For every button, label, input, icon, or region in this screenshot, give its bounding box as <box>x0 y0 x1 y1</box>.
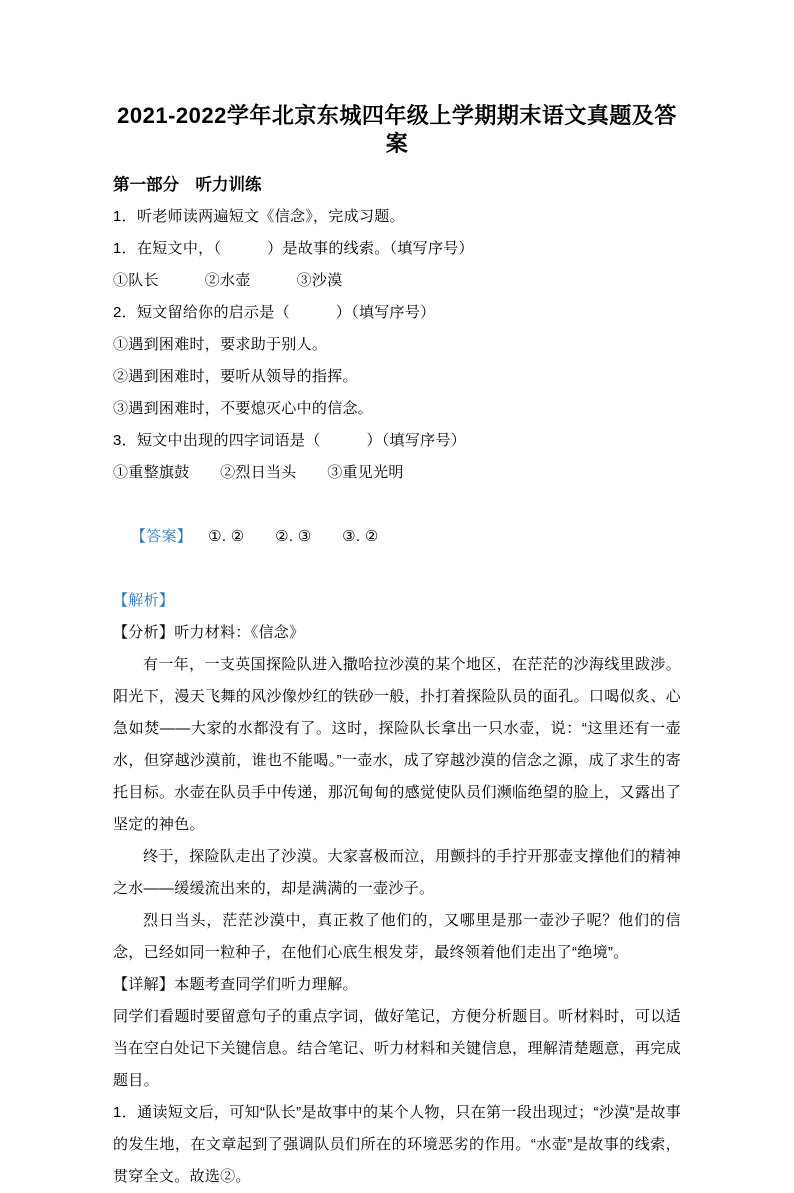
question-1-options: ①队长 ②水壶 ③沙漠 <box>113 272 343 289</box>
analysis-tip-line: 同学们看题时要留意句子的重点字词，做好笔记，方便分析题目。听材料时，可以适当在空白处记下关键信息。结合笔记、听力材料和关键信息，理解清楚题意，再完成题目。 <box>113 1008 681 1089</box>
question-1: 1．在短文中，（ ）是故事的线索。（填写序号） <box>113 240 474 257</box>
answer-label: 【答案】 <box>130 528 193 545</box>
section-heading-part1-listening: 第一部分 听力训练 <box>113 176 262 194</box>
question-3-options: ①重整旗鼓 ②烈日当头 ③重见光明 <box>113 464 404 481</box>
listening-material-paragraph-3: 烈日当头，茫茫沙漠中，真正救了他们的，又哪里是那一壶沙子呢？他们的信念，已经如同一粒种子，在他们心底生根发芽，最终领着他们走出了“绝境”。 <box>113 912 681 961</box>
xiangjie-line: 【详解】本题考查同学们听力理解。 <box>113 976 358 993</box>
exam-title: 2021-2022学年北京东城四年级上学期期末语文真题及答案 <box>117 103 677 156</box>
jiexi-label: 【解析】 <box>113 592 175 609</box>
question-2-option-3: ③遇到困难时，不要熄灭心中的信念。 <box>113 400 374 417</box>
listening-material-paragraph-2: 终于，探险队走出了沙漠。大家喜极而泣，用颤抖的手拧开那壶支撑他们的精神之水——缓缓流出来的，却是满满的一壶沙子。 <box>113 848 681 897</box>
question-3: 3．短文中出现的四字词语是（ ）（填写序号） <box>113 432 467 449</box>
listening-material-paragraph-1: 有一年，一支英国探险队进入撒哈拉沙漠的某个地区，在茫茫的沙海线里跋涉。阳光下，漫天飞舞的风沙像炒红的铁砂一般，扑打着探险队员的面孔。口喝似炙、心急如焚——大家的水都没有了。这时，探险队长拿出一只水壶，说：“这里还有一壶水，但穿越沙漠前，谁也不能喝。”一壶水，成了穿越沙漠的信念之源，成了求生的寄托目标。水壶在队员手中传递，那沉甸甸的感觉使队员们濒临绝望的脸上，又露出了坚定的神色。 <box>113 656 681 833</box>
analysis-explain-question-1: 1．通读短文后，可知“队长”是故事中的某个人物，只在第一段出现过；“沙漠”是故事的发生地，在文章起到了强调队员们所在的环境恶劣的作用。“水壶”是故事的线索，贯穿全文。故选②。 <box>113 1104 681 1185</box>
answer-values: ①. ② ②. ③ ③. ② <box>208 528 379 545</box>
question-2: 2．短文留给你的启示是（ ）（填写序号） <box>113 304 436 321</box>
fenxi-line: 【分析】听力材料：《信念》 <box>113 624 305 641</box>
question-2-option-2: ②遇到困难时，要听从领导的指挥。 <box>113 368 358 385</box>
question-2-option-1: ①遇到困难时，要求助于别人。 <box>113 336 328 353</box>
listening-intro: 1．听老师读两遍短文《信念》，完成习题。 <box>113 208 405 225</box>
answer-line <box>113 489 681 585</box>
